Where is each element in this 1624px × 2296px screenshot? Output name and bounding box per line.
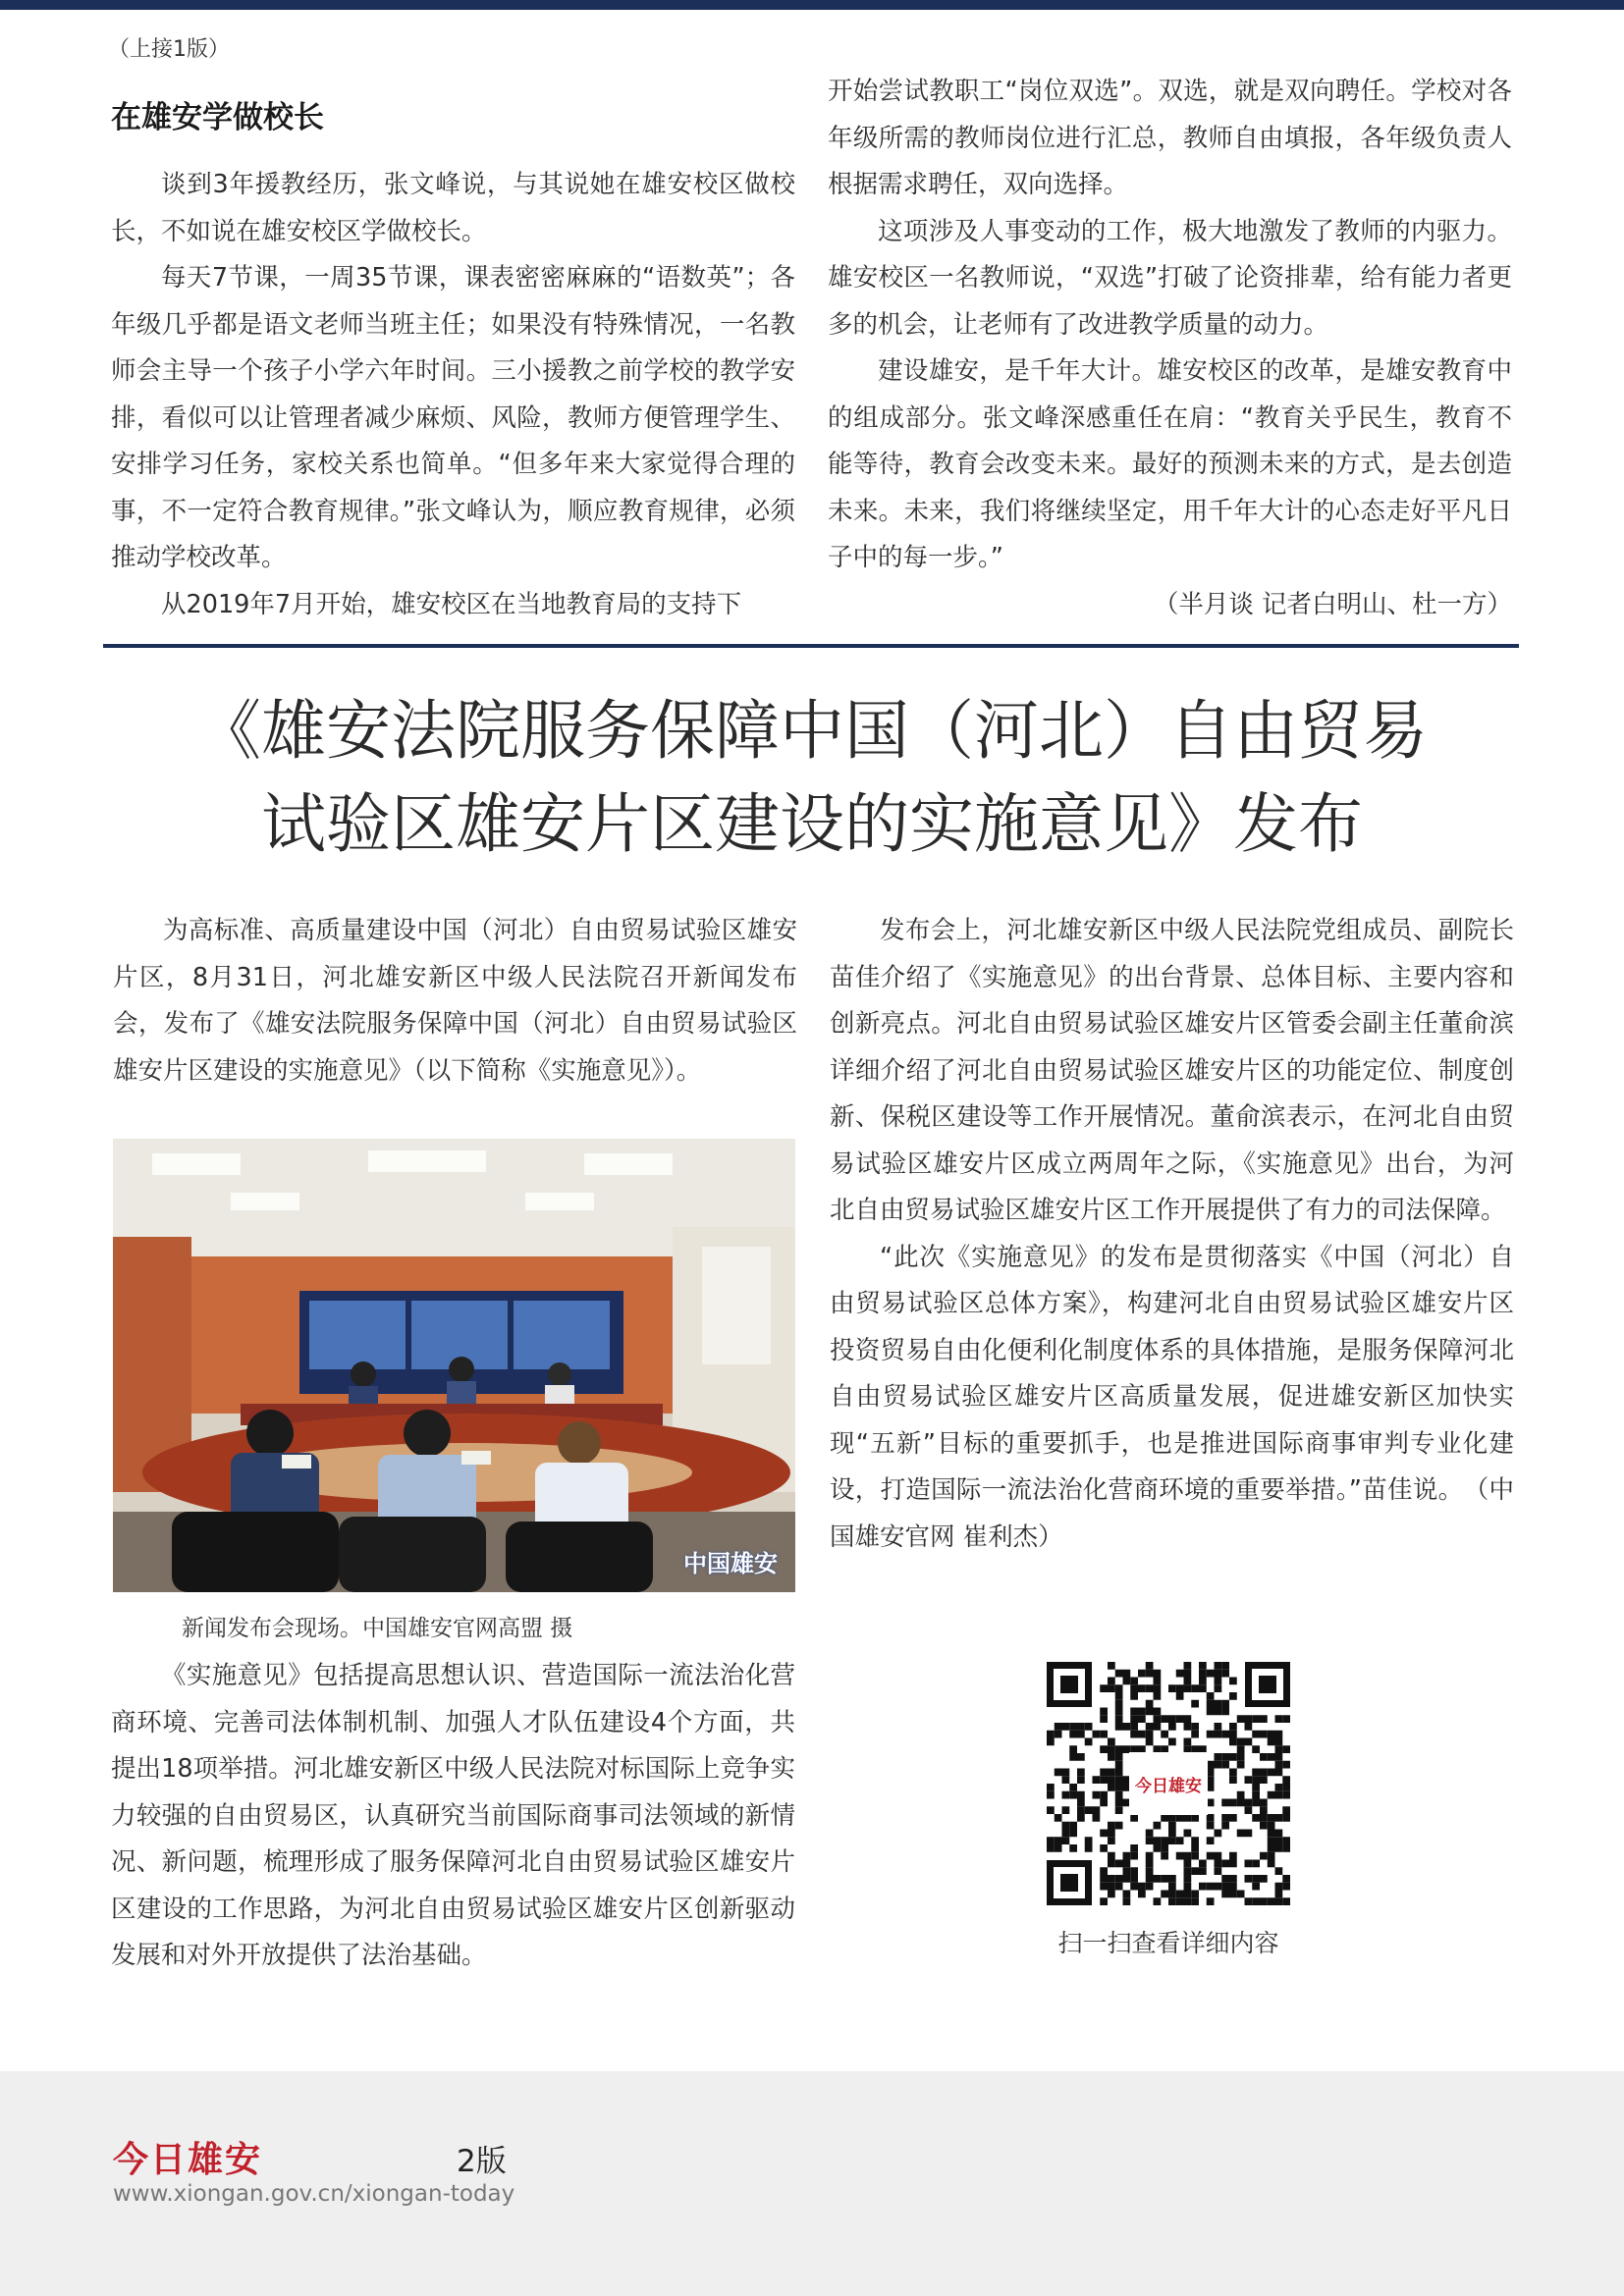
top-bar [0, 0, 1624, 10]
article-right-column [830, 908, 1514, 1561]
continued-note: （上接1版） [108, 37, 230, 62]
press-conference-photo [113, 1139, 795, 1592]
paragraph: 为高标准、高质量建设中国（河北）自由贸易试验区雄安片区，8月31日，河北雄安新区中级人民法院召开新闻发布会，发布了《雄安法院服务保障中国（河北）自由贸易试验区雄安片区建设的实施意见》（以下简称《实施意见》）。 [113, 916, 797, 1086]
paragraph: 每天7节课，一周35节课，课表密密麻麻的“语数英”；各年级几乎都是语文老师当班主任；如果没有特殊情况，一名教师会主导一个孩子小学六年时间。三小援教之前学校的教学安排，看似可以让管理者减少麻烦、风险，教师方便管理学生、安排学习任务，家校关系也简单。“但多年来大家觉得合理的事，不一定符合教育规律。”张文峰认为，顺应教育规律，必须推动学校改革。 [111, 263, 795, 572]
headline-line-2: 试验区雄安片区建设的实施意见》发布 [261, 786, 1363, 862]
qr-center-label: 今日雄安 [1135, 1777, 1202, 1796]
paragraph: “此次《实施意见》的发布是贯彻落实《中国（河北）自由贸易试验区总体方案》，构建河北自由贸易试验区雄安片区投资贸易自由化便利化制度体系的具体措施，是服务保障河北自由贸易试验区雄安片区高质量发展，促进雄安新区加快实现“五新”目标的重要抓手，也是推进国际商事审判专业化建设，打造国际一流法治化营商环境的重要举措。”苗佳说。 （中国雄安官网 崔利杰） [830, 1242, 1514, 1552]
section-subheading: 在雄安学做校长 [111, 100, 324, 135]
paragraph: 《实施意见》包括提高思想认识、营造国际一流法治化营商环境、完善司法体制机制、加强人才队伍建设4个方面，共提出18项举措。河北雄安新区中级人民法院对标国际上竞争实力较强的自由贸易区，认真研究当前国际商事司法领域的新情况、新问题，梳理形成了服务保障河北自由贸易试验区雄安片区建设的工作思路，为河北自由贸易试验区雄安片区创新驱动发展和对外开放提供了法治基础。 [111, 1661, 795, 1970]
site-url[interactable]: www.xiongan.gov.cn/xiongan-today [113, 2181, 515, 2207]
section1-left-column [111, 162, 795, 628]
article-left-bottom [111, 1653, 795, 1980]
qr-code-icon[interactable] [1047, 1662, 1290, 1905]
paragraph: 从2019年7月开始，雄安校区在当地教育局的支持下 [161, 589, 742, 619]
paragraph: 开始尝试教职工“岗位双选”。双选，就是双向聘任。学校对各年级所需的教师岗位进行汇总，教师自由填报，各年级负责人根据需求聘任，双向选择。 [828, 77, 1512, 199]
article-left-top [113, 908, 797, 1095]
headline-line-1: 《雄安法院服务保障中国（河北）自由贸易 [196, 693, 1428, 769]
qr-caption: 扫一扫查看详细内容 [1057, 1929, 1279, 1957]
paragraph: 建设雄安，是千年大计。雄安校区的改革，是雄安教育中的组成部分。张文峰深感重任在肩：“教育关乎民生，教育不能等待，教育会改变未来。最好的预测未来的方式，是去创造未来。未来，我们将继续坚定，用千年大计的心态走好平凡日子中的每一步。” [828, 356, 1512, 572]
section1-right-column [828, 69, 1512, 628]
byline: （半月谈 记者白明山、杜一方） [1153, 589, 1512, 619]
article-headline [108, 684, 1516, 871]
brand-logo: 今日雄安 [113, 2139, 263, 2180]
photo-caption: 新闻发布会现场。中国雄安官网高盟 摄 [182, 1616, 573, 1641]
paragraph: 发布会上，河北雄安新区中级人民法院党组成员、副院长苗佳介绍了《实施意见》的出台背景、总体目标、主要内容和创新亮点。河北自由贸易试验区雄安片区管委会副主任董俞滨详细介绍了河北自由贸易试验区雄安片区的功能定位、制度创新、保税区建设等工作开展情况。董俞滨表示，在河北自由贸易试验区雄安片区成立两周年之际，《实施意见》出台，为河北自由贸易试验区雄安片区工作开展提供了有力的司法保障。 [830, 916, 1514, 1225]
photo-watermark: 中国雄安 [683, 1549, 778, 1577]
paragraph: 这项涉及人事变动的工作，极大地激发了教师的内驱力。雄安校区一名教师说，“双选”打破了论资排辈，给有能力者更多的机会，让老师有了改进教学质量的动力。 [828, 216, 1512, 340]
section-divider [103, 644, 1519, 648]
paragraph: 谈到3年援教经历，张文峰说，与其说她在雄安校区做校长，不如说在雄安校区学做校长。 [111, 170, 795, 246]
page-number: 2版 [457, 2144, 507, 2179]
